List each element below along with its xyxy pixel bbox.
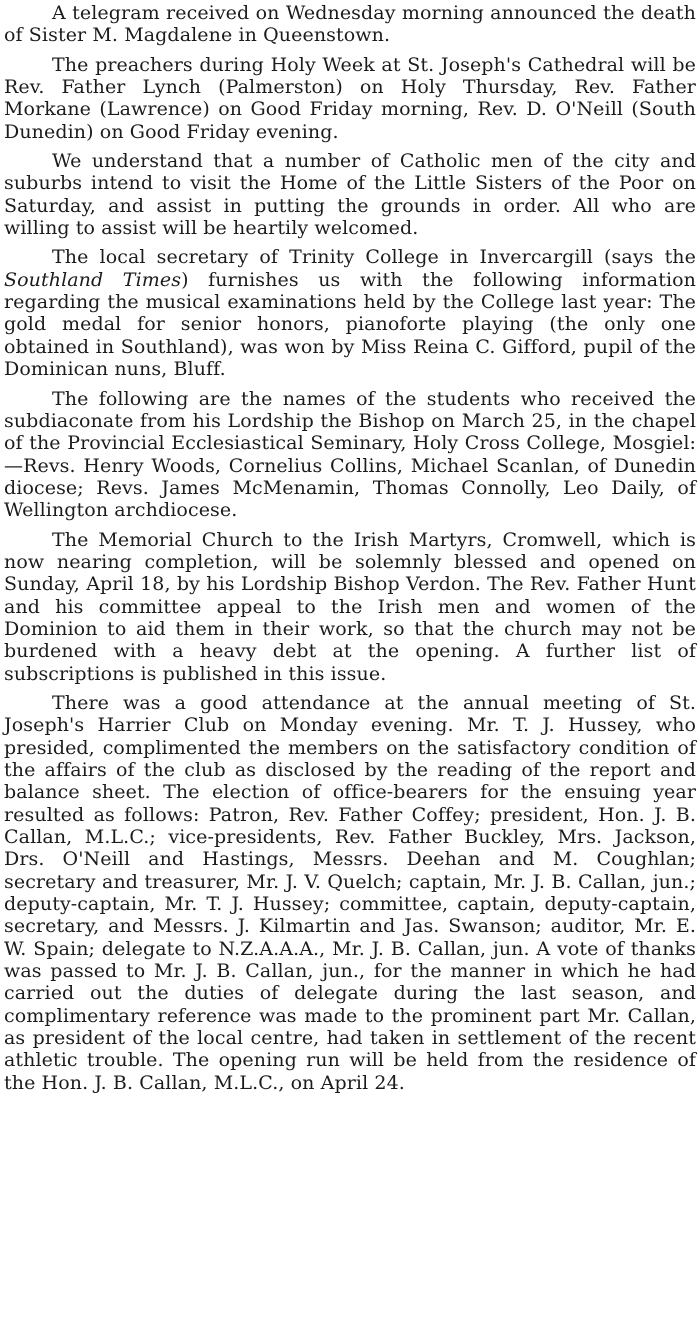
paragraph-harrier-club: There was a good attendance at the annual meeting of St. Joseph's Harrier Club on Monday evening. Mr. T. J. Hussey, who presided, complimented the members on the satisfactory condition of the affairs of the club as disclosed by the reading of the report and balance sheet. The election of office-bearers for the ensuing year resulted as follows: Patron, Rev. Father Coffey; president, Hon. J. B. Callan, M.L.C.; vice-presidents, Rev. Father Buckley, Mrs. Jackson, Drs. O'Neill and Hastings, Messrs. Deehan and M. Coughlan; secretary and treasurer, Mr. J. V. Quelch; captain, Mr. J. B. Callan, jun.; deputy-captain, Mr. T. J. Hussey; committee, captain, deputy-captain, secretary, and Messrs. J. Kilmartin and Jas. Swanson; auditor, Mr. E. W. Spain; delegate to N.Z.A.A.A., Mr. J. B. Callan, jun. A vote of thanks was passed to Mr. J. B. Callan, jun., for the manner in which he had carried out the duties of delegate during the last season, and complimentary reference was made to the prominent part Mr. Callan, as president of the local centre, had taken in settlement of the recent athletic trouble. The opening run will be held from the residence of the Hon. J. B. Callan, M.L.C., on April 24. — [4, 691, 696, 1094]
paragraph-trinity-college-rest: ) furnishes us with the following information regarding the musical examinations held by the College last year: The gold medal for senior honors, pianoforte playing (the only one obtained in Southland), was won by Miss Reina C. Gifford, pupil of the Dominican nuns, Bluff. — [4, 268, 697, 381]
paragraph-subdiaconate: The following are the names of the students who received the subdiaconate from his Lordship the Bishop on March 25, in the chapel of the Provincial Ecclesiastical Seminary, Holy Cross College, Mosgiel:—Revs. Henry Woods, Cornelius Collins, Michael Scanlan, of Dunedin diocese; Revs. James McMenamin, Thomas Connolly, Leo Daily, of Wellington archdiocese. — [4, 387, 696, 522]
news-column — [4, 2, 696, 1094]
paragraph-trinity-college-start: The local secretary of Trinity College in Invercargill (says the — [52, 246, 696, 269]
paragraph-holy-week-preachers: The preachers during Holy Week at St. Joseph's Cathedral will be Rev. Father Lynch (Palmerston) on Holy Thursday, Rev. Father Morkane (Lawrence) on Good Friday morning, Rev. D. O'Neill (South Dunedin) on Good Friday evening. — [4, 53, 696, 143]
paragraph-little-sisters-visit: We understand that a number of Catholic men of the city and suburbs intend to visit the Home of the Little Sisters of the Poor on Saturday, and assist in putting the grounds in order. All who are willing to assist will be heartily welcomed. — [4, 150, 696, 240]
newspaper-title: Southland Times — [4, 268, 182, 291]
paragraph-memorial-church: The Memorial Church to the Irish Martyrs, Cromwell, which is now nearing completion, will be solemnly blessed and opened on Sunday, April 18, by his Lordship Bishop Verdon. The Rev. Father Hunt and his committee appeal to the Irish men and women of the Dominion to aid them in their work, so that the church may not be burdened with a heavy debt at the opening. A further list of subscriptions is published in this issue. — [4, 528, 696, 685]
paragraph-trinity-college — [4, 246, 696, 380]
paragraph-telegram: A telegram received on Wednesday morning announced the death of Sister M. Magdalene in Queenstown. — [4, 2, 696, 47]
